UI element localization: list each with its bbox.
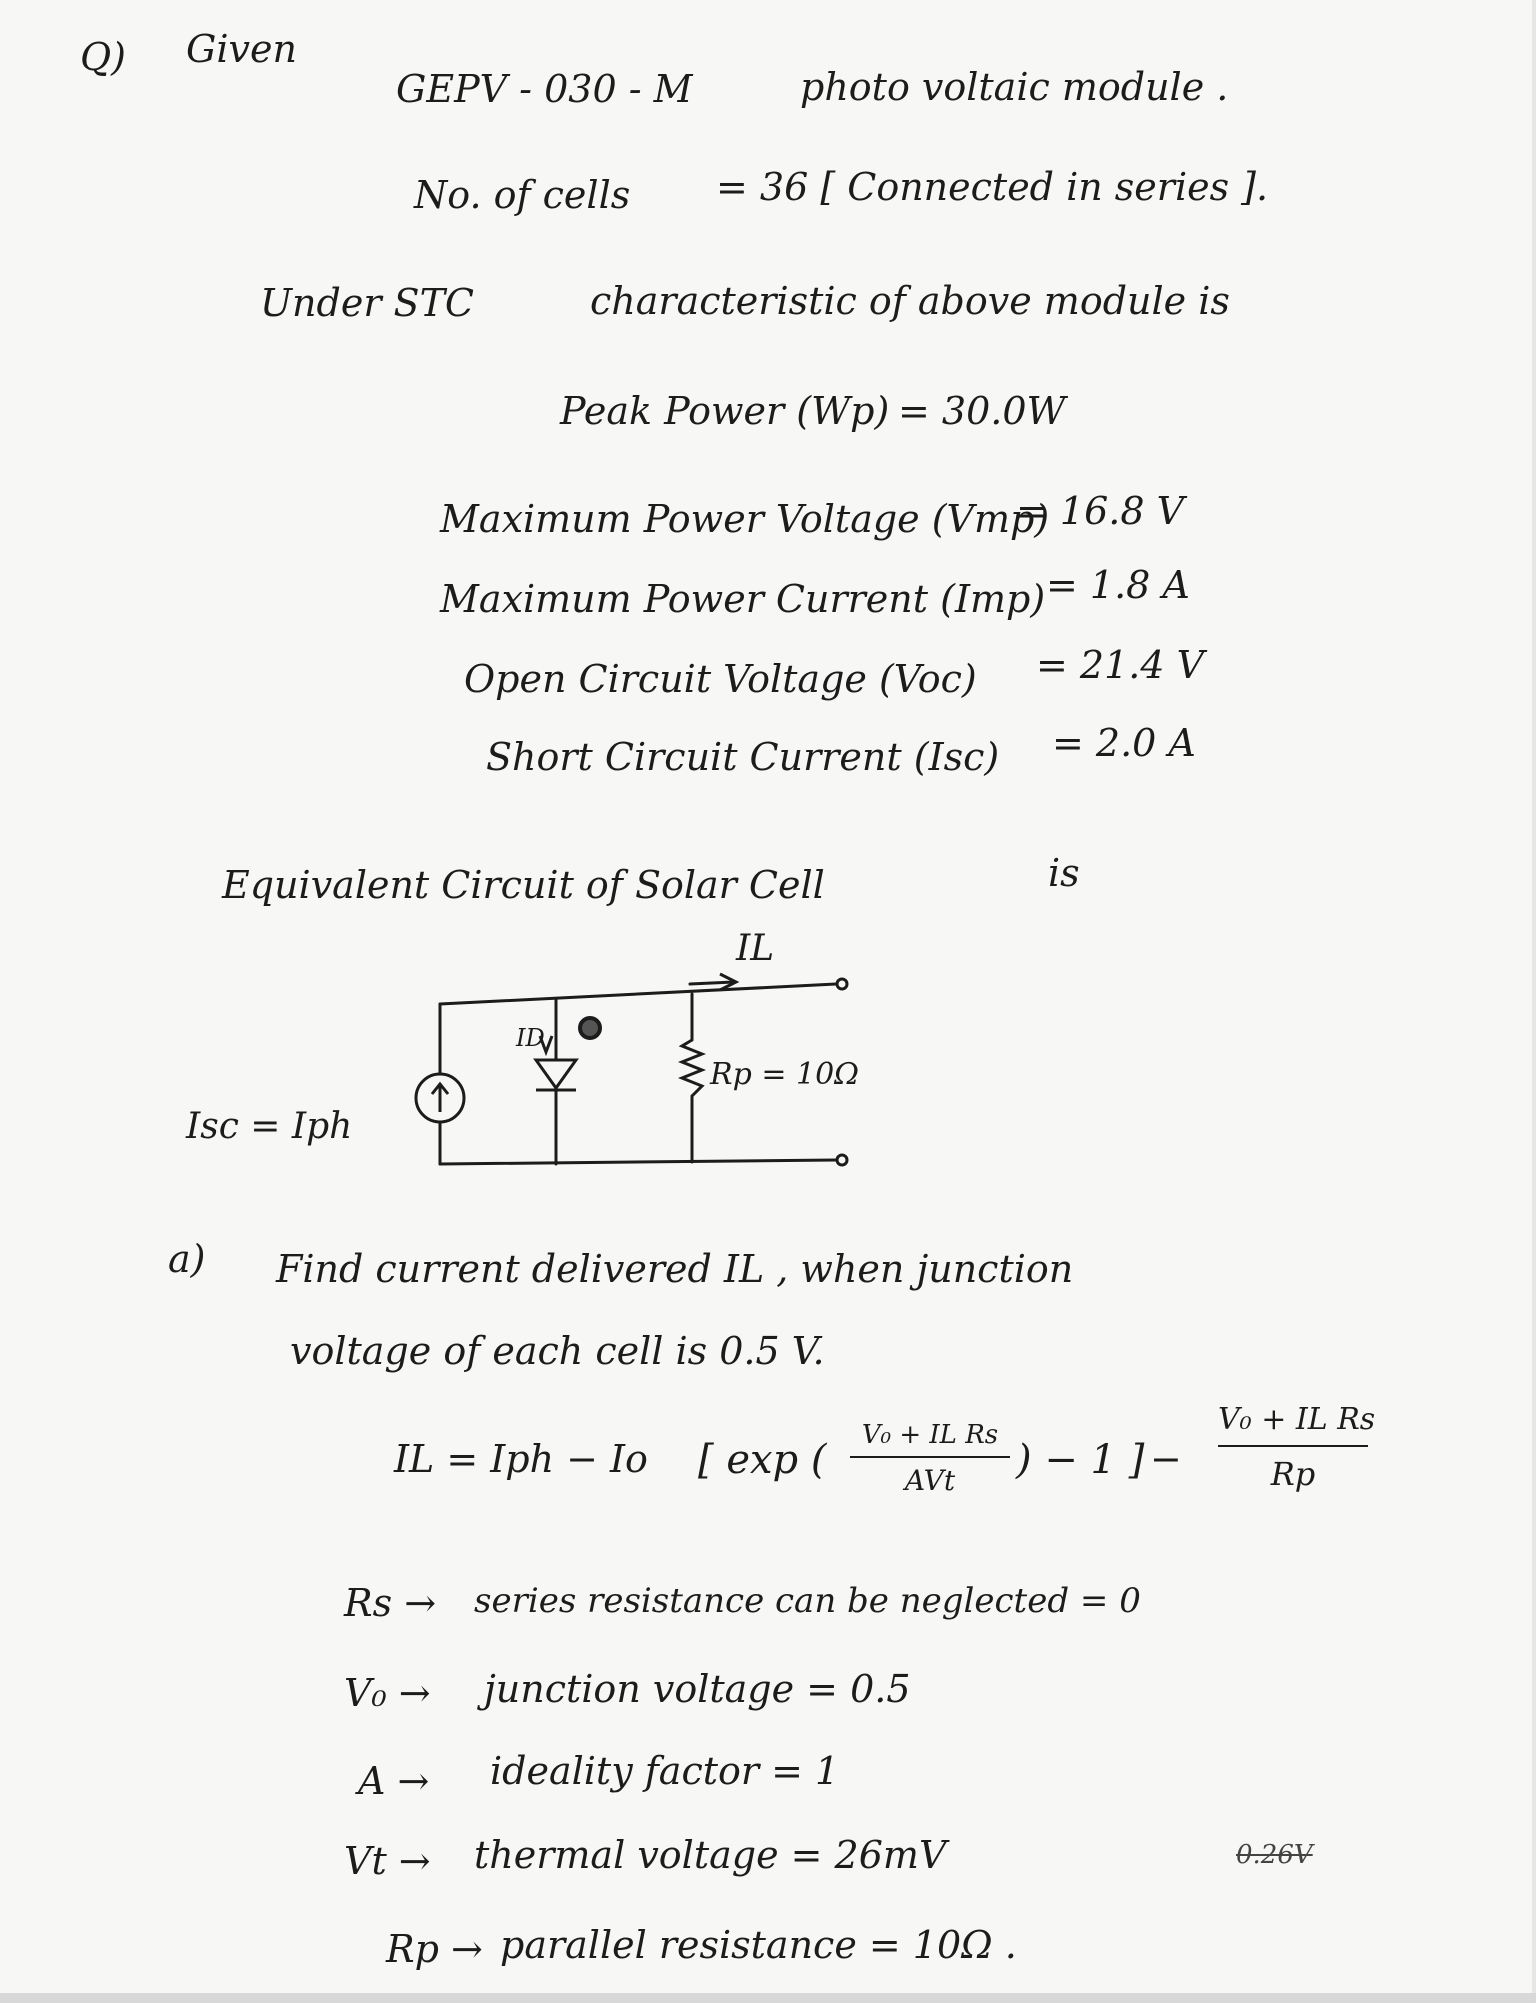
cells-value: = 36 [ Connected in series ]. bbox=[716, 165, 1269, 209]
spec-label-vmp: Maximum Power Voltage (Vmp) bbox=[440, 497, 1050, 541]
bottom-wire bbox=[440, 1160, 836, 1164]
given-label: Given bbox=[186, 27, 297, 71]
circuit-heading-tail: is bbox=[1048, 851, 1080, 895]
part-a-line-1: Find current delivered IL , when junction bbox=[276, 1247, 1074, 1291]
module-name: GEPV - 030 - M bbox=[396, 67, 693, 111]
output-terminal-bottom bbox=[837, 1155, 847, 1165]
stc-description: characteristic of above module is bbox=[590, 279, 1230, 323]
exp-denominator: AVt bbox=[904, 1464, 956, 1497]
spec-label-imp: Maximum Power Current (Imp) bbox=[440, 577, 1046, 621]
module-type: photo voltaic module . bbox=[800, 65, 1229, 109]
spec-value-vmp: = 16.8 V bbox=[1016, 489, 1185, 533]
spec-value-imp: = 1.8 A bbox=[1046, 563, 1190, 607]
part-a-line-2: voltage of each cell is 0.5 V. bbox=[290, 1329, 825, 1373]
cells-label: No. of cells bbox=[414, 173, 631, 217]
equation-exp-open: [ exp ( bbox=[698, 1437, 827, 1483]
spec-label-isc: Short Circuit Current (Isc) bbox=[486, 735, 1000, 779]
equation-lhs: IL = Iph − Io bbox=[394, 1437, 648, 1481]
resistor-icon bbox=[682, 1040, 702, 1096]
stc-label: Under STC bbox=[260, 281, 475, 325]
question-prefix: Q) bbox=[80, 35, 126, 79]
rp-numerator: V₀ + IL Rs bbox=[1218, 1402, 1376, 1437]
part-a-label: a) bbox=[168, 1237, 206, 1281]
def-symbol-a: A → bbox=[358, 1759, 430, 1803]
resistor-label: Rp = 10Ω bbox=[710, 1057, 860, 1092]
page-bottom-edge bbox=[0, 1993, 1536, 2003]
equation-exp-close: ) − 1 ] bbox=[1016, 1437, 1145, 1483]
spec-label-peak-power: Peak Power (Wp) bbox=[560, 389, 890, 433]
circuit-heading: Equivalent Circuit of Solar Cell bbox=[222, 863, 825, 907]
def-text-rs: series resistance can be neglected = 0 bbox=[474, 1581, 1141, 1621]
rp-denominator: Rp bbox=[1270, 1455, 1316, 1493]
current-arrow-line bbox=[690, 982, 734, 984]
light-scribble-icon bbox=[580, 1018, 600, 1038]
equation-minus: − bbox=[1150, 1437, 1182, 1481]
source-label: Isc = Iph bbox=[186, 1106, 353, 1147]
exp-fraction bbox=[850, 1420, 1010, 1497]
def-symbol-v0: V₀ → bbox=[344, 1671, 431, 1715]
def-text-v0: junction voltage = 0.5 bbox=[484, 1667, 911, 1711]
spec-value-peak-power: = 30.0W bbox=[898, 389, 1066, 433]
def-symbol-rp: Rp → bbox=[386, 1927, 483, 1971]
diode-icon bbox=[536, 1060, 576, 1088]
def-symbol-vt: Vt → bbox=[344, 1839, 431, 1883]
diode-current-label: ID bbox=[516, 1024, 545, 1052]
def-vt-struck-value: 0.26V bbox=[1236, 1840, 1313, 1870]
top-wire bbox=[440, 984, 836, 1004]
def-text-a: ideality factor = 1 bbox=[490, 1749, 840, 1793]
def-text-rp: parallel resistance = 10Ω . bbox=[500, 1923, 1017, 1967]
rp-fraction-bar bbox=[1218, 1445, 1368, 1447]
spec-value-voc: = 21.4 V bbox=[1036, 643, 1205, 687]
current-label-il: IL bbox=[736, 928, 775, 969]
spec-value-isc: = 2.0 A bbox=[1052, 721, 1196, 765]
exp-numerator: V₀ + IL Rs bbox=[861, 1420, 999, 1450]
spec-label-voc: Open Circuit Voltage (Voc) bbox=[464, 657, 977, 701]
output-terminal-top bbox=[837, 979, 847, 989]
def-text-vt: thermal voltage = 26mV bbox=[474, 1833, 947, 1877]
exp-fraction-bar bbox=[850, 1456, 1010, 1458]
rp-fraction bbox=[1218, 1402, 1376, 1493]
def-symbol-rs: Rs → bbox=[344, 1581, 437, 1625]
